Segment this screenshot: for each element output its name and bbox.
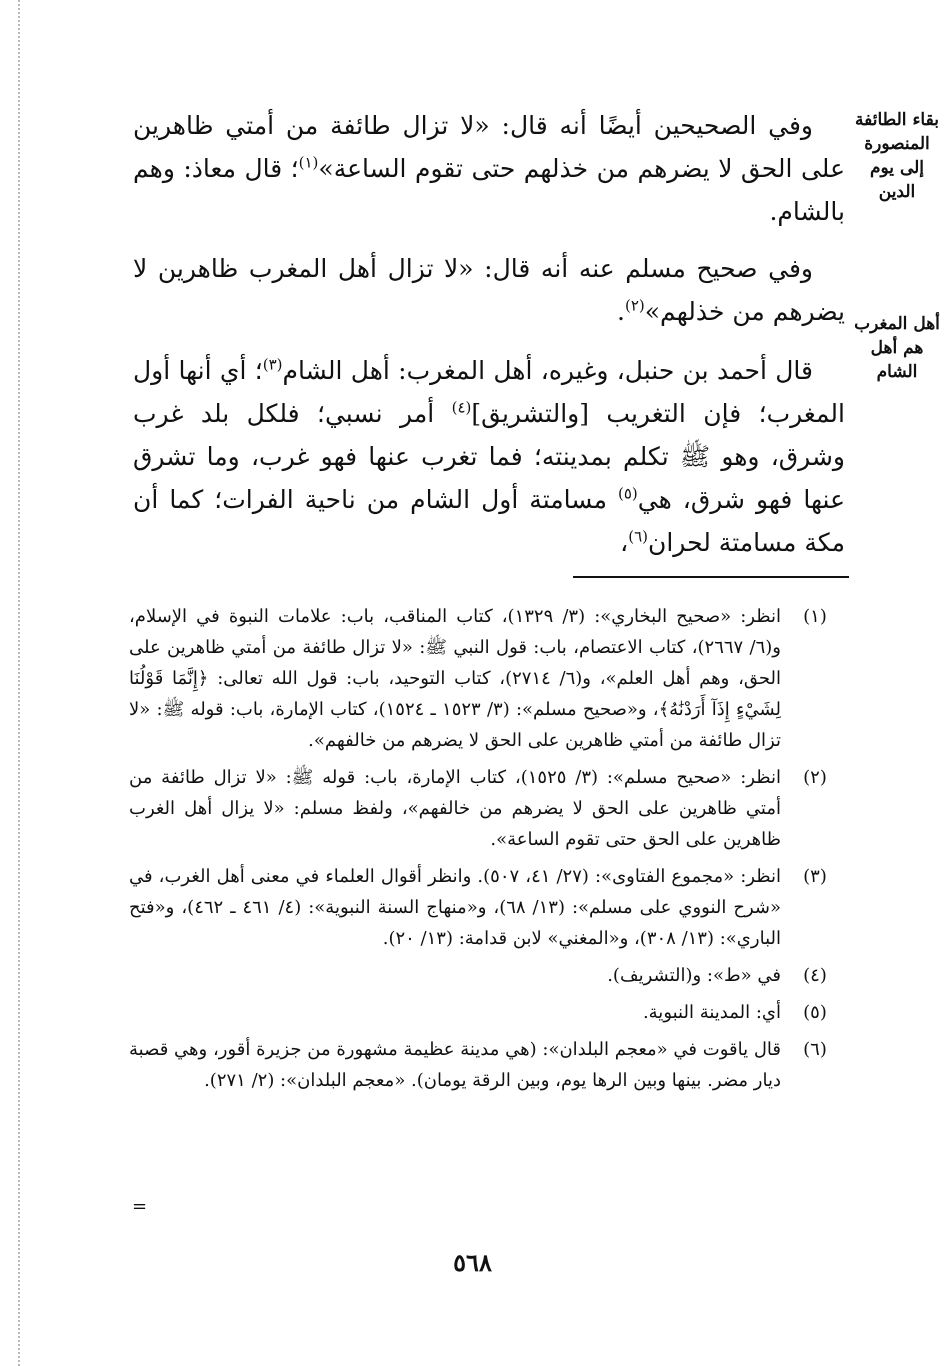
page-number: ٥٦٨ xyxy=(453,1248,492,1277)
footnote-separator xyxy=(573,576,849,578)
footnote-ref-5: (٥) xyxy=(617,484,638,503)
footnote xyxy=(129,601,849,756)
margin-note-2: أهل المغرب هم أهل الشام xyxy=(854,314,940,382)
footnote-number: (٢) xyxy=(803,767,827,788)
scan-edge-dotted-line xyxy=(18,0,20,1366)
footnote-text: قال ياقوت في «معجم البلدان»: (هي مدينة عظيمة مشهورة من جزيرة أقور، وهي قصبة ديار مضر. بينها وبين الرها يوم، وبين الرقة يومان). «معجم البلدان»: (٢/ ٢٧١). xyxy=(129,1039,781,1091)
paragraph-3: قال أحمد بن حنبل، وغيره، أهل المغرب: أهل الشام$^{(٣)}$؛ أي أنها أول المغرب؛ فإن التغريب [والتشريق]$^{(٤)}$ أمر نسبي؛ فلكل بلد غرب وشرق، وهو ﷺ تكلم بمدينته؛ فما تغرب عنها فهو غرب، وما تشرق عنها فهو شرق، هي$^{(٥)}$ مسامتة أول الشام من ناحية الفرات؛ كما أن مكة مسامتة لحران$^{(٦)}$، xyxy=(133,355,845,557)
footnotes xyxy=(129,601,849,1102)
footnote-number: (٦) xyxy=(803,1039,827,1060)
footnote-ref-6: (٦) xyxy=(628,527,648,546)
footnote-text: انظر: «صحيح البخاري»: (٣/ ١٣٢٩)، كتاب المناقب، باب: علامات النبوة في الإسلام، و(٦/ ٢٦٦٧)، كتاب الاعتصام، باب: قول النبي ﷺ: «لا تزال طائفة من أمتي ظاهرين على الحق، وهم أهل العلم»، و(٦/ ٢٧١٤)، كتاب التوحيد، باب: قول الله تعالى: ﴿إِنَّمَا قَوْلُنَا لِشَيْءٍ إِذَآ أَرَدْنَٰهُ﴾، و«صحيح مسلم»: (٣/ ١٥٢٣ ـ ١٥٢٤)، كتاب الإمارة، باب: قوله ﷺ: «لا تزال طائفة من أمتي ظاهرين على الحق لا يضرهم من خالفهم». xyxy=(129,606,782,751)
main-text xyxy=(133,104,845,564)
footnote-number: (١) xyxy=(803,606,827,627)
footnote xyxy=(129,861,849,954)
footnote-number: (٤) xyxy=(803,965,827,986)
footnote-text: أي: المدينة النبوية. xyxy=(642,1002,781,1023)
footnote-text: في «ط»: و(التشريف). xyxy=(607,965,781,986)
footnote-ref-3: (٣) xyxy=(262,355,283,374)
footnote-text: انظر: «صحيح مسلم»: (٣/ ١٥٢٥)، كتاب الإمارة، باب: قوله ﷺ: «لا تزال طائفة من أمتي ظاهرين على الحق لا يضرهم من خالفهم»، ولفظ مسلم: «لا يزال أهل الغرب ظاهرين على الحق حتى تقوم الساعة». xyxy=(129,767,781,850)
footnote-ref-1: (١) xyxy=(298,153,319,172)
footnote xyxy=(129,997,849,1028)
margin-note-1: بقاء الطائفة المنصورة إلى يوم الدين xyxy=(855,110,939,202)
stray-mark: = xyxy=(132,1196,148,1217)
footnote xyxy=(129,1034,849,1096)
footnote-text: انظر: «مجموع الفتاوى»: (٢٧/ ٤١، ٥٠٧). وانظر أقوال العلماء في معنى أهل الغرب، في «شرح النووي على مسلم»: (١٣/ ٦٨)، و«منهاج السنة النبوية»: (٤/ ٤٦١ ـ ٤٦٢)، و«فتح الباري»: (١٣/ ٣٠٨)، و«المغني» لابن قدامة: (١٣/ ٢٠). xyxy=(129,866,782,949)
footnote-number: (٣) xyxy=(803,866,827,887)
footnote xyxy=(129,762,849,855)
footnote-number: (٥) xyxy=(803,1002,827,1023)
paragraph-1: وفي الصحيحين أيضًا أنه قال: «لا تزال طائفة من أمتي ظاهرين على الحق لا يضرهم من خذلهم حتى تقوم الساعة»$^{(١)}$؛ قال معاذ: وهم بالشام. xyxy=(133,111,845,226)
paragraph-2: وفي صحيح مسلم عنه أنه قال: «لا تزال أهل المغرب ظاهرين لا يضرهم من خذلهم»$^{(٢)}$. xyxy=(133,254,845,326)
footnote xyxy=(129,960,849,991)
footnote-ref-2: (٢) xyxy=(624,296,645,315)
footnote-ref-4: (٤) xyxy=(451,398,472,417)
